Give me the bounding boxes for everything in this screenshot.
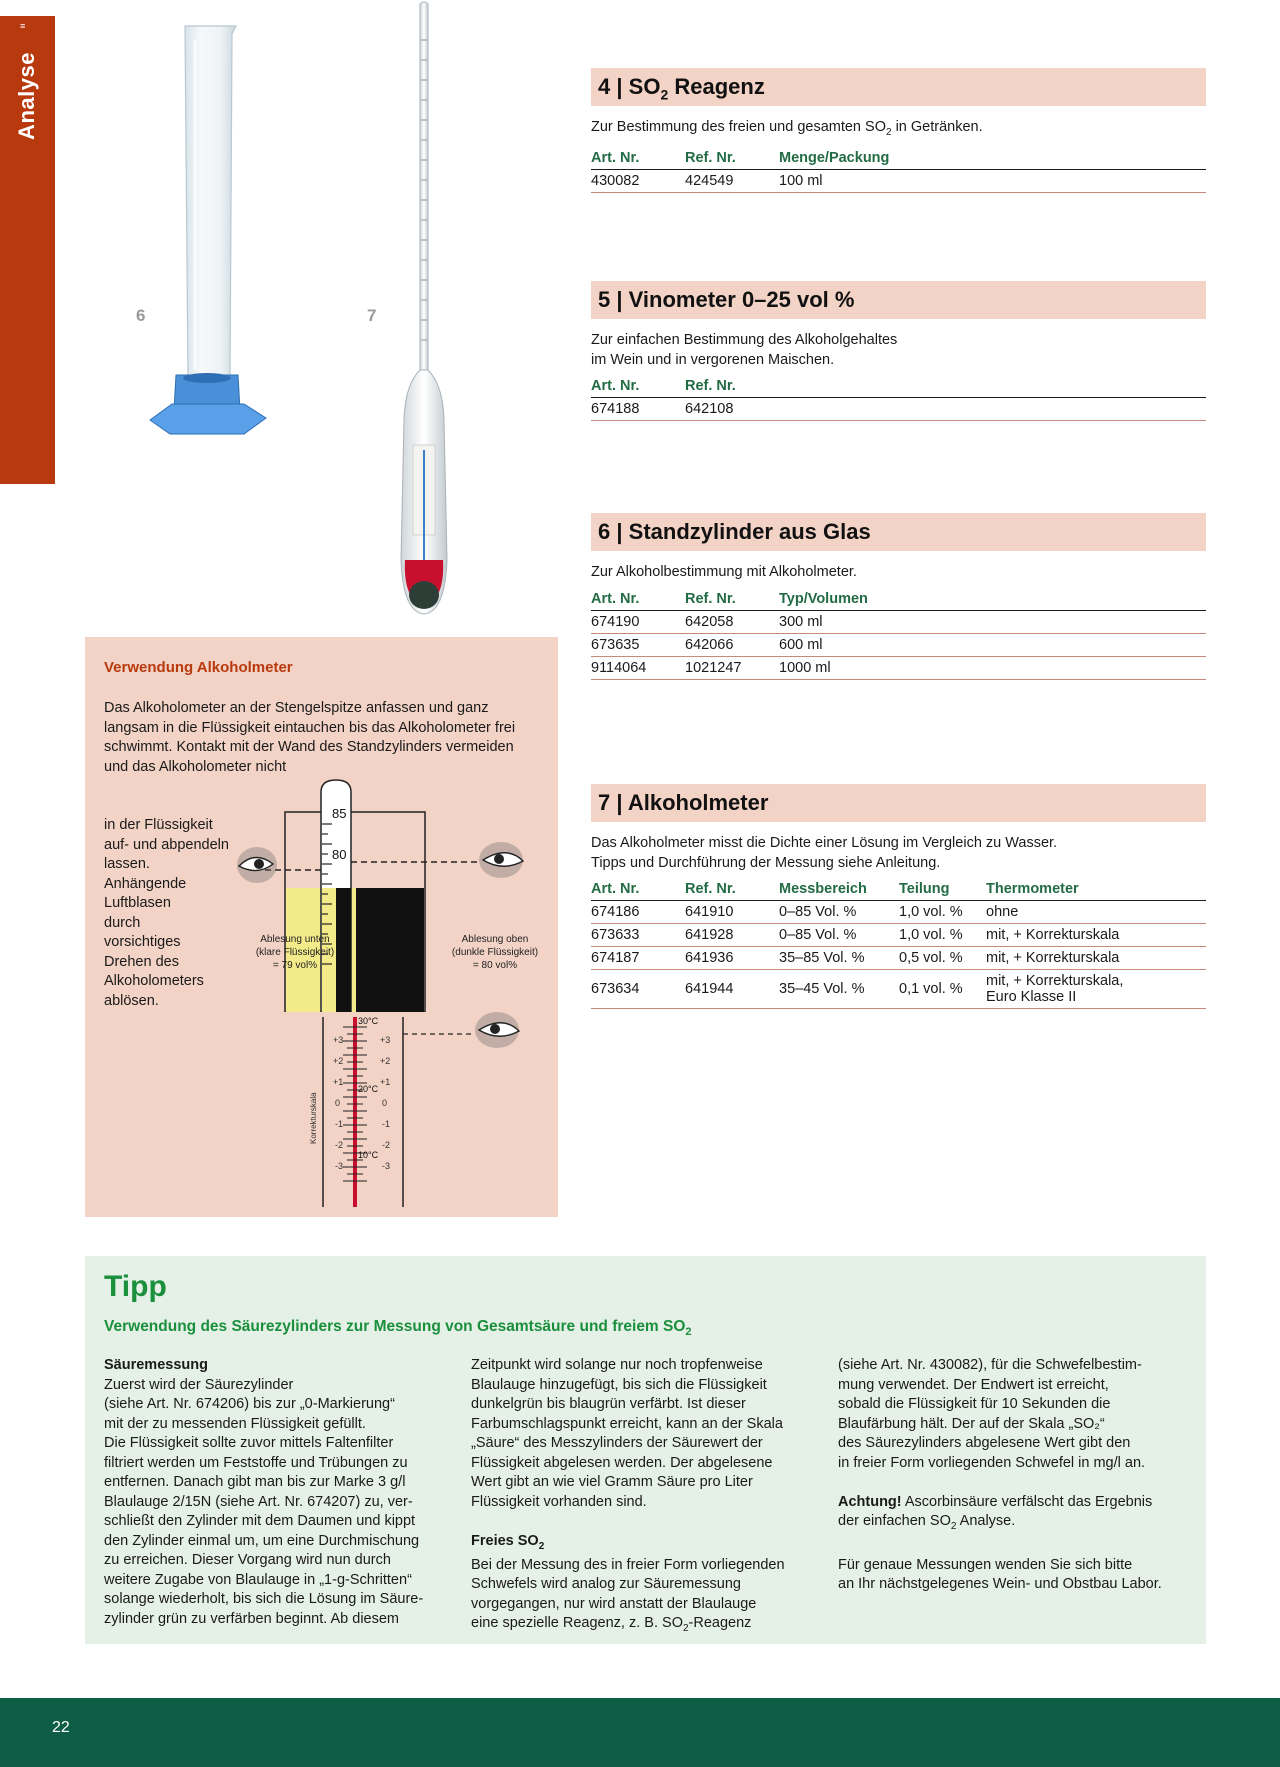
- svg-text:10°C: 10°C: [358, 1150, 379, 1160]
- table-row: 673635 642066 600 ml: [591, 633, 1206, 656]
- product-description: Zur einfachen Bestimmung des Alkoholgehaltes im Wein und in vergorenen Maischen.: [591, 332, 898, 368]
- svg-text:-2: -2: [382, 1140, 391, 1150]
- product-description: Zur Bestimmung des freien und gesamten $SO_2$ in Getränken.: [591, 119, 983, 138]
- figure-number-7: 7: [367, 306, 377, 325]
- usage-title: Verwendung Alkoholmeter: [104, 659, 293, 676]
- table-row: 673633 641928 0–85 Vol. % 1,0 vol. % mit, + Korrekturskala: [591, 924, 1206, 947]
- product-alkoholmeter: [591, 784, 1206, 1009]
- svg-text:20°C: 20°C: [358, 1084, 379, 1094]
- tipp-column-3: (siehe Art. Nr. 430082), für die Schwefelbestim- mung verwendet. Der Endwert ist erreicht, sobald die Flüssigkeit für 10 Sekunden die Blaufärbung hält. Der auf der Skala „SO₂“ des Säurezylinders abgelesene Wert gibt den in freier Form vorliegenden Schwefel in mg/l an. Achtung! Ascorbinsäure verfälscht das Ergebnis der einfachen $SO_2$ Analyse. Für genaue Messungen wenden Sie sich bitte an Ihr nächstgelegenes Wein- und Obstbau Labor.: [838, 1356, 1183, 1595]
- product-description: Zur Alkoholbestimmung mit Alkoholmeter.: [591, 564, 857, 580]
- tab-mark-icon: ≡: [20, 21, 26, 31]
- label-reading-bottom: Ablesung unten (klare Flüssigkeit) = 79 vol%: [255, 934, 335, 971]
- warning-text: Achtung! Ascorbinsäure verfälscht das Ergebnis: [838, 1493, 1153, 1510]
- table-row: 430082 424549 100 ml: [591, 170, 1206, 193]
- tipp-column-2: Zeitpunkt wird solange nur noch tropfenweise Blaulauge hinzugefügt, bis sich die Flüssigkeit dunkelgrün bis blaugrün verfärbt. Ist dieser Farbumschlagspunkt erreicht, kann an der Skala „Säure“ des Messzylinders der Säurewert der Flüssigkeit abgelesen werden. Der abgelesene Wert gibt an wie viel Gramm Säure pro Liter Flüssigkeit vorhanden sind. Freies $SO_2$ Bei der Messung des in freier Form vorliegenden Schwefels wird analog zur Säuremessung vorgegangen, nur wird anstatt der Blaulauge eine spezielle Reagenz, z. B. $SO_2$-Reagenz: [471, 1356, 816, 1639]
- svg-text:+2: +2: [333, 1056, 344, 1066]
- standzylinder-image: [140, 20, 280, 440]
- usage-text-narrow: in der Flüssigkeit auf- und abpendeln lassen. Anhängende Luftblasen durch vorsichtiges Drehen des Alkoholometers ablösen.: [104, 817, 229, 1009]
- product-heading: 6 | Standzylinder aus Glas: [591, 513, 1206, 551]
- product-heading: 7 | Alkoholmeter: [591, 784, 1206, 822]
- side-tab-label: Analyse: [14, 52, 39, 140]
- scale-label-80: 80: [332, 847, 347, 862]
- tipp-column-1: Säuremessung Zuerst wird der Säurezylinder (siehe Art. Nr. 674206) bis zur „0-Markierung“ mit der zu messenden Flüssigkeit gefüllt. Die Flüssigkeit sollte zuvor mittels Faltenfilter filtriert werden um Feststoffe und Trübungen zu entfernen. Danach gibt man bis zur Marke 3 g/l Blaulauge 2/15N (siehe Art. Nr. 674207) zu, ver- schließt den Zylinder mit dem Daumen und kippt den Zylinder einmal um, um eine Durchmischung zu erreichen. Dieser Vorgang wird nun durch weitere Zugabe von Blaulauge in „1-g-Schritten“ solange wiederholt, bis sich die Lösung im Säure- zylinder grün zu verfärben beginnt. Ab diesem: [104, 1357, 424, 1627]
- eye-icon: [479, 842, 523, 878]
- svg-text:-3: -3: [382, 1161, 391, 1171]
- product-standzylinder: [591, 513, 1206, 680]
- usage-text: Das Alkoholometer an der Stengelspitze anfassen und ganz langsam in die Flüssigkeit eintauchen bis das Alkoholometer frei schwimmt. Kontakt mit der Wand des Standzylinders vermeiden und das Alkoholometer nicht: [104, 700, 516, 775]
- product-heading: 4 | $SO_2$ Reagenz: [591, 68, 1206, 106]
- svg-text:+3: +3: [380, 1035, 391, 1045]
- reading-diagram: [235, 762, 555, 1012]
- footer-bar: [0, 1698, 1280, 1767]
- product-heading: 5 | Vinometer 0–25 vol %: [591, 281, 1206, 319]
- svg-text:0: 0: [335, 1098, 341, 1108]
- alkoholmeter-image: [395, 0, 455, 620]
- svg-text:30°C: 30°C: [358, 1016, 379, 1026]
- spec-table: Art. Nr. Ref. Nr. Menge/Packung 430082 424549 100 ml: [591, 148, 1206, 193]
- svg-text:0: 0: [382, 1098, 388, 1108]
- spec-table: Art. Nr. Ref. Nr. Typ/Volumen 674190 642058 300 ml 673635 642066 600 ml 9114064 1021247 1000 ml: [591, 589, 1206, 680]
- eye-icon: [237, 847, 277, 883]
- svg-text:-2: -2: [335, 1140, 344, 1150]
- tipp-box: [85, 1256, 1206, 1644]
- product-description: Das Alkoholmeter misst die Dichte einer Lösung im Vergleich zu Wasser. Tipps und Durchführung der Messung siehe Anleitung.: [591, 835, 1058, 871]
- svg-text:-3: -3: [335, 1161, 344, 1171]
- figure-number-6: 6: [136, 306, 146, 325]
- page-number: 22: [52, 1719, 70, 1736]
- column-heading: Freies $SO_2$: [471, 1532, 545, 1552]
- eye-icon: [475, 1012, 519, 1048]
- spec-table: Art. Nr. Ref. Nr. 674188 642108: [591, 376, 1206, 421]
- correction-scale-diagram: [285, 1012, 525, 1212]
- scale-label-85: 85: [332, 806, 347, 821]
- table-row: 674188 642108: [591, 398, 1206, 421]
- product-so2-reagenz: [591, 68, 1206, 193]
- label-reading-top: Ablesung oben (dunkle Flüssigkeit) = 80 vol%: [451, 934, 539, 971]
- svg-text:-1: -1: [382, 1119, 391, 1129]
- tipp-subtitle: Verwendung des Säurezylinders zur Messung von Gesamtsäure und freiem $SO_2$: [104, 1318, 692, 1339]
- table-row: 674190 642058 300 ml: [591, 610, 1206, 633]
- svg-text:-1: -1: [335, 1119, 344, 1129]
- correction-scale-label: Korrekturskala: [309, 1092, 318, 1144]
- svg-text:+1: +1: [333, 1077, 344, 1087]
- svg-text:+1: +1: [380, 1077, 391, 1087]
- tipp-title: Tipp: [104, 1270, 167, 1303]
- alkoholmeter-usage-box: [85, 637, 558, 1217]
- spec-table: Art. Nr. Ref. Nr. Messbereich Teilung Thermometer 674186 641910 0–85 Vol. % 1,0 vol. % ohne 673633 641928 0–85 Vol. % 1,0 vol. % mit, + Korrekturskala 674187 641936 35–85 Vol. % 0,5 vol. % mit, + Korrekturskala 673634 641944 35–45 Vol. % 0,1 vol. % mit, + Korrekturskala, Euro Klasse II: [591, 879, 1206, 1009]
- column-heading: Säuremessung: [104, 1357, 208, 1373]
- table-row: 673634 641944 35–45 Vol. % 0,1 vol. % mit, + Korrekturskala, Euro Klasse II: [591, 970, 1206, 1009]
- svg-text:+2: +2: [380, 1056, 391, 1066]
- table-row: 674187 641936 35–85 Vol. % 0,5 vol. % mit, + Korrekturskala: [591, 947, 1206, 970]
- product-vinometer: [591, 281, 1206, 421]
- side-tab: [0, 16, 55, 484]
- table-row: 674186 641910 0–85 Vol. % 1,0 vol. % ohne: [591, 901, 1206, 924]
- table-row: 9114064 1021247 1000 ml: [591, 656, 1206, 679]
- svg-text:+3: +3: [333, 1035, 344, 1045]
